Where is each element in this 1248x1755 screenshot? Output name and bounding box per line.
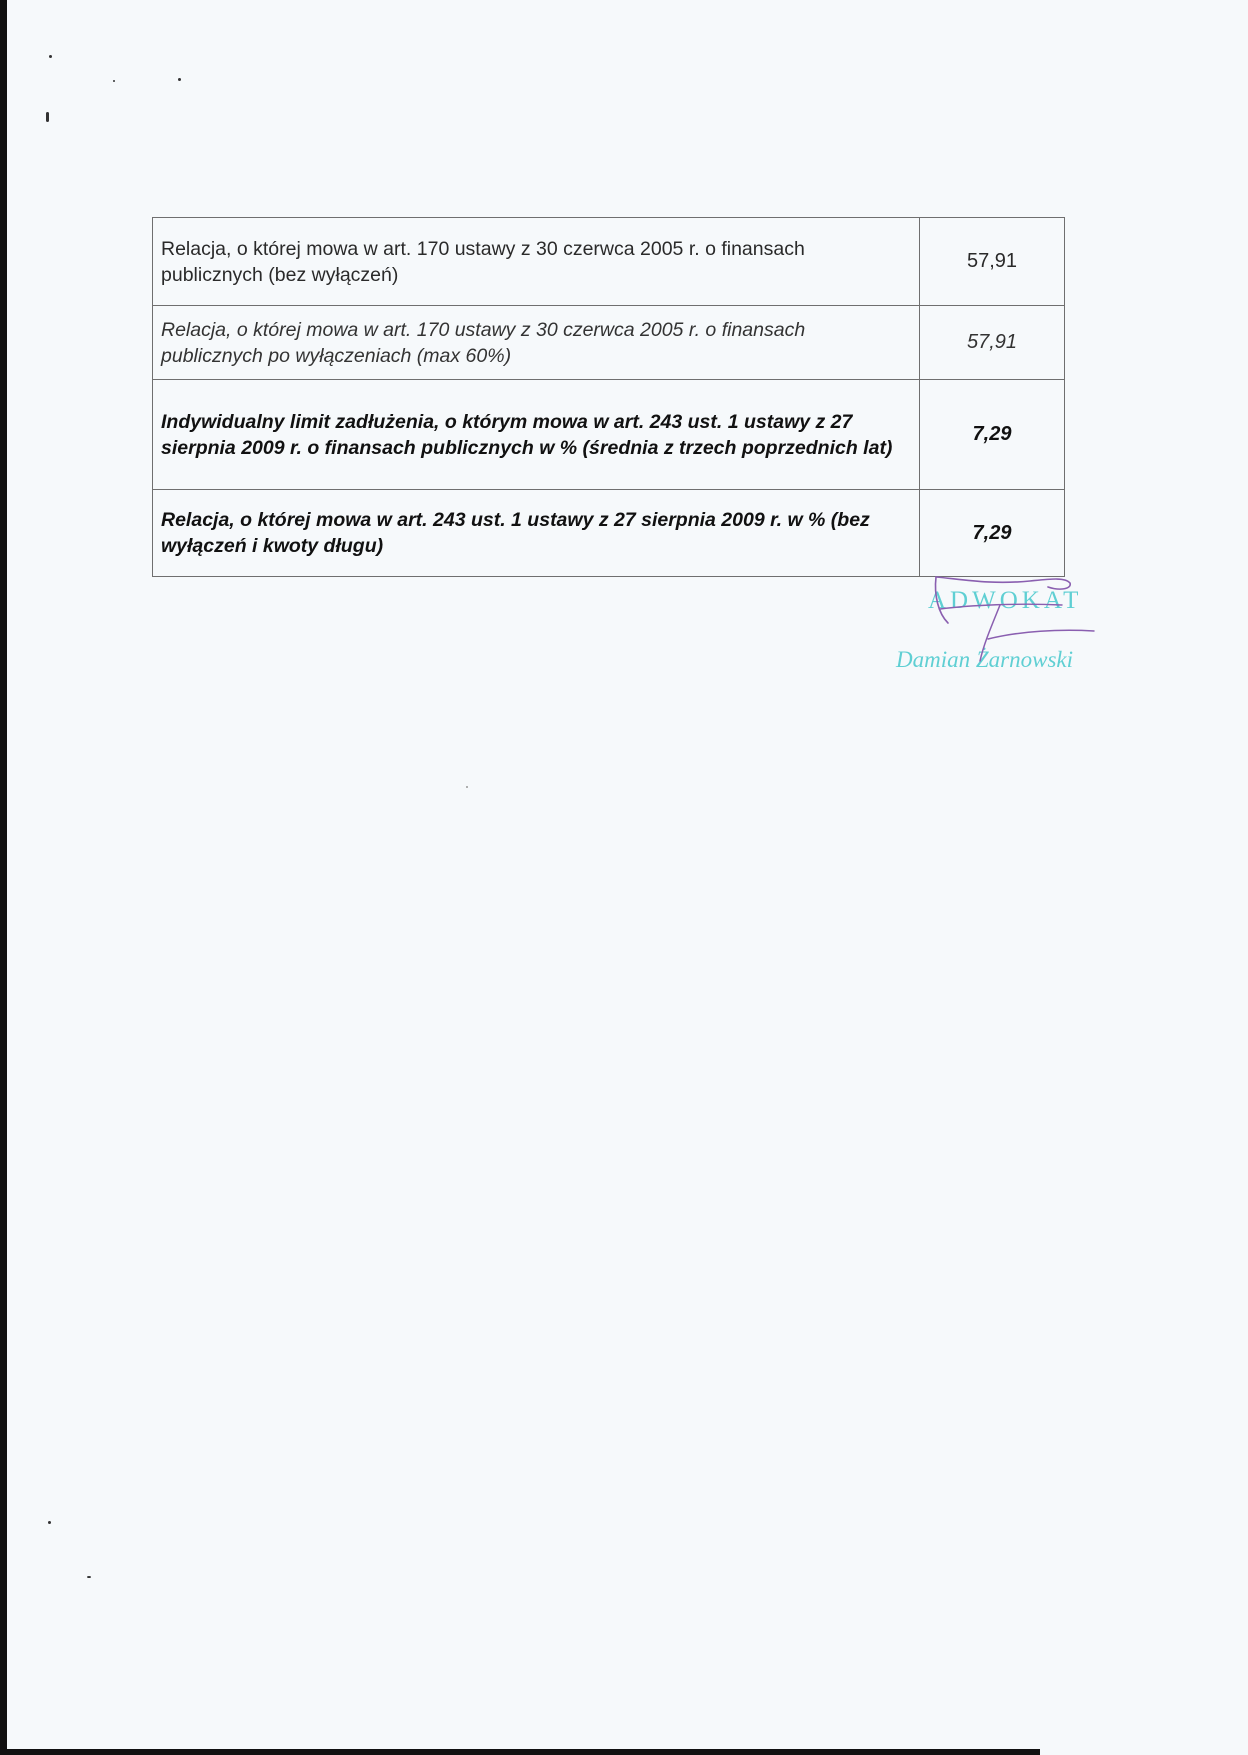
table-row bbox=[153, 380, 1065, 490]
signature-icon bbox=[880, 565, 1120, 685]
stamp-name: Damian Żarnowski bbox=[896, 647, 1073, 672]
scan-speck bbox=[466, 786, 468, 788]
row-description: Relacja, o której mowa w art. 243 ust. 1 ustawy z 27 sierpnia 2009 r. w % (bez wyłączeń i kwoty długu) bbox=[153, 490, 920, 577]
scan-edge-bottom bbox=[0, 1749, 1040, 1755]
row-value: 57,91 bbox=[920, 218, 1065, 306]
scan-speck bbox=[49, 55, 52, 58]
row-description: Relacja, o której mowa w art. 170 ustawy z 30 czerwca 2005 r. o finansach publicznych po wyłączeniach (max 60%) bbox=[153, 306, 920, 380]
row-value: 57,91 bbox=[920, 306, 1065, 380]
table-row bbox=[153, 306, 1065, 380]
row-description: Relacja, o której mowa w art. 170 ustawy z 30 czerwca 2005 r. o finansach publicznych (bez wyłączeń) bbox=[153, 218, 920, 306]
advocate-stamp bbox=[880, 565, 1120, 685]
scan-speck bbox=[48, 1521, 51, 1524]
row-value: 7,29 bbox=[920, 380, 1065, 490]
debt-ratio-table bbox=[152, 217, 1065, 577]
scan-edge-left bbox=[0, 0, 7, 1755]
scan-speck bbox=[87, 1576, 91, 1578]
row-description: Indywidualny limit zadłużenia, o którym mowa w art. 243 ust. 1 ustawy z 27 sierpnia 2009 r. o finansach publicznych w % (średnia z trzech poprzednich lat) bbox=[153, 380, 920, 490]
table-row bbox=[153, 490, 1065, 577]
scan-speck bbox=[46, 112, 49, 122]
scan-speck bbox=[178, 78, 181, 81]
table-row bbox=[153, 218, 1065, 306]
row-value: 7,29 bbox=[920, 490, 1065, 577]
scan-speck bbox=[113, 80, 115, 82]
stamp-title: ADWOKAT bbox=[928, 587, 1083, 614]
